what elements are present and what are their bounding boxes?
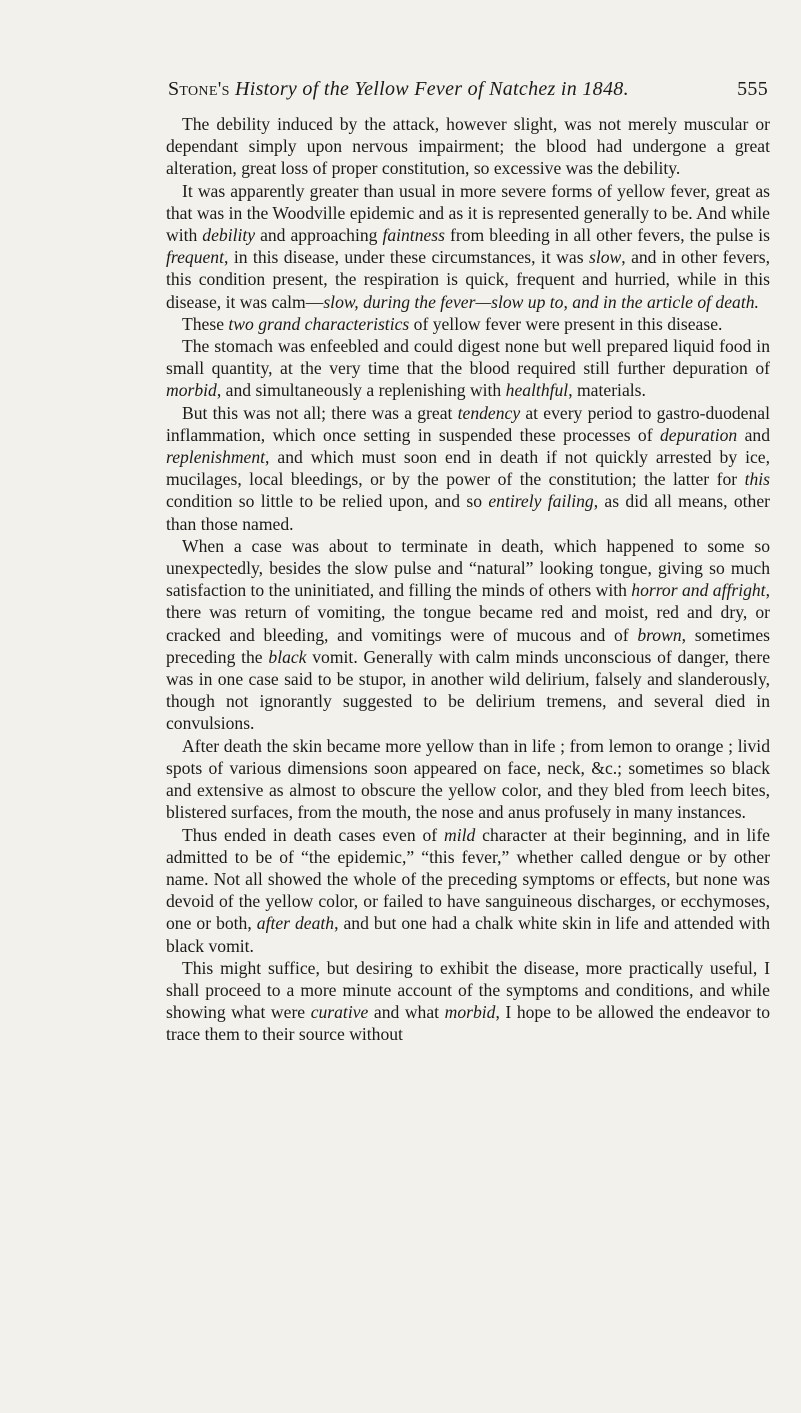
text-run: from bleeding in all other fevers, the pulse is: [445, 225, 770, 246]
text-run: and: [737, 424, 770, 445]
italic-text: slow: [588, 247, 622, 268]
paragraph: [166, 313, 770, 335]
page-number: 555: [737, 78, 768, 100]
text-run: character at their beginning, and in life admitted to be of “the epidemic,” “this fever,” whether called dengue or by other name. Not all showed the whole of the preceding symptoms or effects, but none was devoid of the yellow color, or failed to have sanguineous discharges, or ecchymoses, one or both,: [166, 824, 770, 934]
italic-text: tendency: [457, 402, 521, 423]
text-run: , as did all means, other than those named.: [166, 491, 770, 534]
italic-text: debility: [202, 225, 256, 246]
text-run: and approaching: [255, 225, 383, 246]
text-run: of yellow fever were present in this disease.: [409, 313, 723, 334]
paragraph: [166, 402, 770, 535]
paragraph: [166, 735, 770, 824]
text-run: , in this disease, under these circumstances, it was: [223, 247, 589, 268]
text-run: , and but one had a chalk white skin in life and attended with black vomit.: [166, 913, 771, 956]
paragraph: [166, 824, 770, 957]
text-run: , materials.: [568, 380, 646, 401]
paragraph: [166, 535, 770, 735]
text-run: It was apparently greater than usual in more severe forms of yellow fever, great as that was in the Woodville epidemic and as it is represented generally to be. And while with: [166, 180, 770, 246]
text-run: , and simultaneously a replenishing with: [216, 380, 506, 401]
text-run: When a case was about to terminate in death, which happened to some so unexpectedly, besides the slow pulse and “natural” looking tongue, giving so much satisfaction to the uninitiated, and filling the minds of others with: [166, 535, 770, 601]
italic-text: horror and affright: [631, 580, 766, 601]
text-run: , and in other fevers, this condition present, the respiration is quick, frequent and hurried, while in this disease, it was calm—: [166, 247, 770, 312]
italic-text: frequent: [166, 247, 224, 268]
text-run: These: [182, 313, 229, 334]
italic-text: two grand characteristics: [228, 313, 410, 334]
body-text: [166, 113, 770, 1046]
text-run: The debility induced by the attack, however slight, was not merely muscular or dependant simply upon nervous impairment; the blood had undergone a great alteration, great loss of proper constitution, so excessive was the debility.: [166, 114, 770, 179]
text-run: vomit. Generally with calm minds unconscious of danger, there was in one case said to be stupor, in another wild delirium, falsely and slanderously, though not ignorantly suggested to be delirium tremens, and several died in convulsions.: [166, 646, 771, 734]
text-run: Thus ended in death cases even of: [182, 824, 444, 845]
text-run: condition so little to be relied upon, and so: [166, 491, 489, 512]
paragraph: [166, 335, 770, 402]
italic-text: healthful: [505, 380, 569, 401]
italic-text: replenishment: [166, 447, 266, 468]
text-run: at every period to gastro-duodenal inflammation, which once setting in suspended these processes of: [166, 402, 770, 445]
text-run: and what: [368, 1002, 445, 1023]
text-run: But this was not all; there was a great: [182, 402, 458, 423]
paragraph: [166, 957, 770, 1046]
italic-text: morbid: [444, 1002, 496, 1023]
italic-text: faintness: [382, 225, 445, 246]
italic-text: entirely failing: [488, 491, 594, 512]
running-header: [168, 78, 768, 101]
italic-text: black: [268, 646, 307, 667]
text-run: , sometimes preceding the: [166, 624, 770, 667]
italic-text: brown: [637, 624, 682, 645]
paragraph: [166, 113, 770, 180]
italic-text: this: [744, 469, 770, 490]
text-run: The stomach was enfeebled and could digest none but well prepared liquid food in small quantity, at the very time that the blood required still further depuration of: [166, 336, 770, 379]
text-run: , there was return of vomiting, the tongue became red and moist, red and dry, or cracked and bleeding, and vomitings were of mucous and of: [166, 580, 770, 645]
text-run: This might suffice, but desiring to exhibit the disease, more practically useful, I shall proceed to a more minute account of the symptoms and conditions, and while showing what were: [166, 957, 770, 1023]
italic-text: after death: [256, 913, 335, 934]
italic-text: curative: [310, 1002, 369, 1023]
paragraph: [166, 180, 770, 313]
italic-text: depuration: [659, 424, 738, 445]
text-run: After death the skin became more yellow than in life ; from lemon to orange ; livid spots of various dimensions soon appeared on face, neck, &c.; sometimes so black and extensive as almost to obscure the yellow color, and they bled from leech bites, blistered surfaces, from the mouth, the nose and anus profusely in many instances.: [166, 735, 770, 823]
header-author: Stone's: [168, 78, 230, 100]
italic-text: slow, during the fever—slow up to, and in the article of death.: [323, 291, 759, 312]
italic-text: mild: [444, 824, 476, 845]
header-title: History of the Yellow Fever of Natchez in 1848.: [235, 78, 629, 100]
italic-text: morbid: [166, 380, 217, 401]
text-run: , and which must soon end in death if not quickly arrested by ice, mucilages, local bleedings, or by the power of the constitution; the latter for: [166, 447, 770, 490]
text-run: , I hope to be allowed the endeavor to trace them to their source without: [166, 1002, 770, 1045]
